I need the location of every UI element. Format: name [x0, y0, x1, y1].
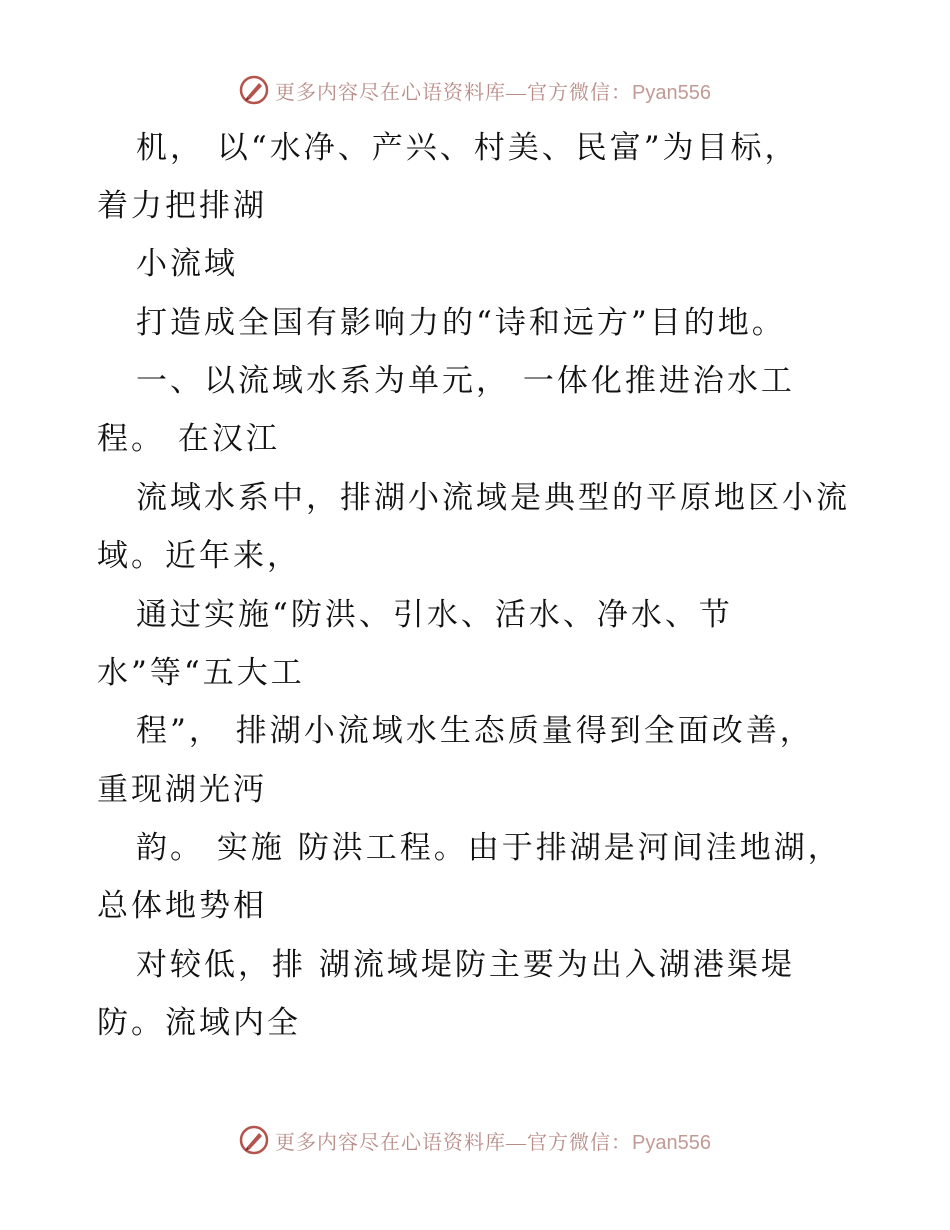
watermark-text: 更多内容尽在心语资料库—官方微信：Pyan556 [275, 1131, 711, 1154]
text-line: 程。 在汉江 [97, 421, 280, 457]
footer-watermark [0, 1120, 950, 1160]
text-line: 韵。 实施 防洪工程。由于排湖是河间洼地湖， [136, 830, 842, 866]
text-line: 域。近年来， [97, 538, 301, 574]
pen-logo-icon [239, 1125, 269, 1155]
text-line: 对较低，排 湖流域堤防主要为出入湖港渠堤 [136, 947, 795, 983]
text-line: 着力把排湖 [97, 188, 267, 224]
text-line: 重现湖光沔 [97, 772, 267, 808]
text-line: 总体地势相 [97, 888, 267, 924]
text-line: 程”， 排湖小流域水生态质量得到全面改善， [136, 713, 814, 749]
text-line: 水”等“五大工 [97, 655, 305, 691]
text-line: 打造成全国有影响力的“诗和远方”目的地。 [136, 305, 786, 341]
pen-logo-icon [239, 75, 269, 105]
text-line: 防。流域内全 [97, 1005, 301, 1041]
text-line: 流域水系中，排湖小流域是典型的平原地区小流 [136, 480, 850, 516]
text-line: 小流域 [136, 246, 238, 282]
text-line: 通过实施“防洪、引水、活水、净水、节 [136, 597, 733, 633]
watermark-handle: Pyan556 [632, 1131, 711, 1154]
text-line: 一、以流域水系为单元， 一体化推进治水工 [136, 363, 795, 399]
header-watermark [0, 70, 950, 110]
watermark-handle: Pyan556 [632, 81, 711, 104]
watermark-text: 更多内容尽在心语资料库—官方微信：Pyan556 [275, 81, 711, 104]
text-line: 机， 以“水净、产兴、村美、民富”为目标， [136, 130, 799, 166]
